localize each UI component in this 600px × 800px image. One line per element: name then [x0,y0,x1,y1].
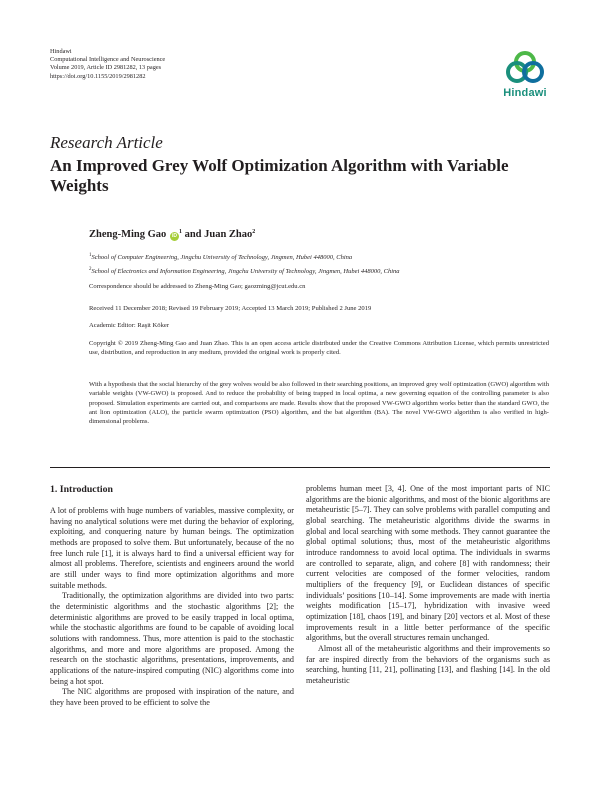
section-divider [50,467,550,468]
hindawi-rings-logo-icon [503,50,547,86]
right-column [306,484,550,686]
affiliation-item [89,264,400,278]
publisher-name: Hindawi [50,48,72,55]
orcid-icon[interactable]: iD [171,233,177,239]
body-paragraph: A lot of problems with huge numbers of variables, massive complexity, or having no analytical solutions were met during the behavior of exploring, exploiting, and conquering nature by human beings. The optimization methods are proposed to solve them. But unfortunately, because of the no free lunch rule [1], it is always hard to find a universal efficient way for almost all problems. Therefore, scientists and engineers around the world are still under ways to find more optimization algorithms and more suitable methods. [50,506,294,590]
article-type: Research Article [50,133,163,152]
correspondence-line: Correspondence should be addressed to Zheng-Ming Gao; gaozming@jcut.edu.cn [89,283,306,290]
copyright-notice: Copyright © 2019 Zheng-Ming Gao and Juan Zhao. This is an open access article distributed under the Creative Commons Attribution License, which permits unrestricted use, distribution, and reproduction in any medium, provided the original work is properly cited. [89,340,549,357]
body-paragraph: Almost all of the metaheuristic algorithms and their improvements so far are inspired directly from the behaviors of the organisms such as searching, hunting [11, 21], pollinating [13], and flashing [14]. In the old metaheuristic [306,643,550,685]
author-affiliation-marker: 1 [178,229,182,235]
left-column [50,506,294,708]
article-title: An Improved Grey Wolf Optimization Algorithm with Variable Weights [50,156,509,195]
volume-info: Volume 2019, Article ID 2981282, 13 pages [50,64,162,72]
author-name[interactable]: Zheng-Ming Gao [89,229,167,240]
hindawi-logo[interactable] [495,50,555,99]
author-affiliation-marker: 2 [252,229,256,235]
dates-line: Received 11 December 2018; Revised 19 February 2019; Accepted 13 March 2019; Published 2 June 2019 [89,305,372,312]
affiliation-marker: 2 [89,267,92,272]
logo-wordmark: Hindawi [503,87,547,99]
affiliation-text: School of Electronics and Information Engineering, Jingchu University of Technology, Jingmen, Hubei 448000, China [91,268,400,275]
affiliations [89,250,400,278]
abstract-text: With a hypothesis that the social hierarchy of the grey wolves would be also followed in their searching positions, an improved grey wolf optimization (GWO) algorithm with variable weights (VW-GWO) is proposed. And to reduce the probability of being trapped in local optima, a new governing equation of the controlling parameter is also proposed. Simulation experiments are carried out, and comparisons are made. Results show that the proposed VW-GWO algorithm works better than the standard GWO, the ant lion optimization (ALO), the particle swarm optimization (PSO) algorithm, and the bat algorithm (BA). The novel VW-GWO algorithm is also verified in high-dimensional problems. [89,381,549,426]
affiliation-item [89,250,400,264]
affiliation-marker: 1 [89,253,92,258]
doi-link[interactable]: https://doi.org/10.1155/2019/2981282 [50,72,146,80]
affiliation-text: School of Computer Engineering, Jingchu University of Technology, Jingmen, Hubei 448000, China [91,254,353,261]
body-paragraph: Traditionally, the optimization algorithms are divided into two parts: the deterministic algorithms and the stochastic algorithms [2]; the deterministic algorithms are proved to be easily trapped in local optima, while the stochastic algorithms are found to be capable of avoiding local solutions with randomness. Thus, more attention is paid to the stochastic algorithms, and more and more algorithms are proposed. Among the research on the stochastic algorithms, presentations, improvements, and applications of the nature-inspired computing (NIC) algorithms come into being a hot spot. [50,591,294,686]
body-paragraph: The NIC algorithms are proposed with inspiration of the nature, and they have been proved to be efficient to solve the [50,687,294,707]
journal-name: Computational Intelligence and Neuroscience [50,56,166,64]
section-heading: 1. Introduction [50,484,113,495]
body-paragraph: problems human meet [3, 4]. One of the most important parts of NIC algorithms are the bionic algorithms, and most of the bionic algorithms are metaheuristic [5–7]. They can solve problems with parallel computing and global searching. The metaheuristic algorithms divide the swarms in global and local searching with some methods. They cannot guarantee the global optimal solutions; thus, most of the metaheuristic algorithms introduce randomness to avoid local optima. The individuals in swarms are controlled to separate, align, and cohere [8] with randomness; their current velocities are composed of the former velocities, random multipliers of the frequency [9], or Euclidean distances of specific individuals’ positions [10–14]. Some improvements are made with inertia weights modification [15–17], hybridization with invasive weed optimization [18], chaos [19], and binary [20] vectors et al. Most of these improvements result in a little better performance of the specific algorithms, but the overall structures remain unchanged. [306,484,550,643]
academic-editor: Academic Editor: Raşit Köker [89,322,170,329]
author-line [89,229,255,241]
author-connector: and [184,229,202,240]
journal-info [50,48,165,81]
author-name[interactable]: Juan Zhao [204,229,253,240]
